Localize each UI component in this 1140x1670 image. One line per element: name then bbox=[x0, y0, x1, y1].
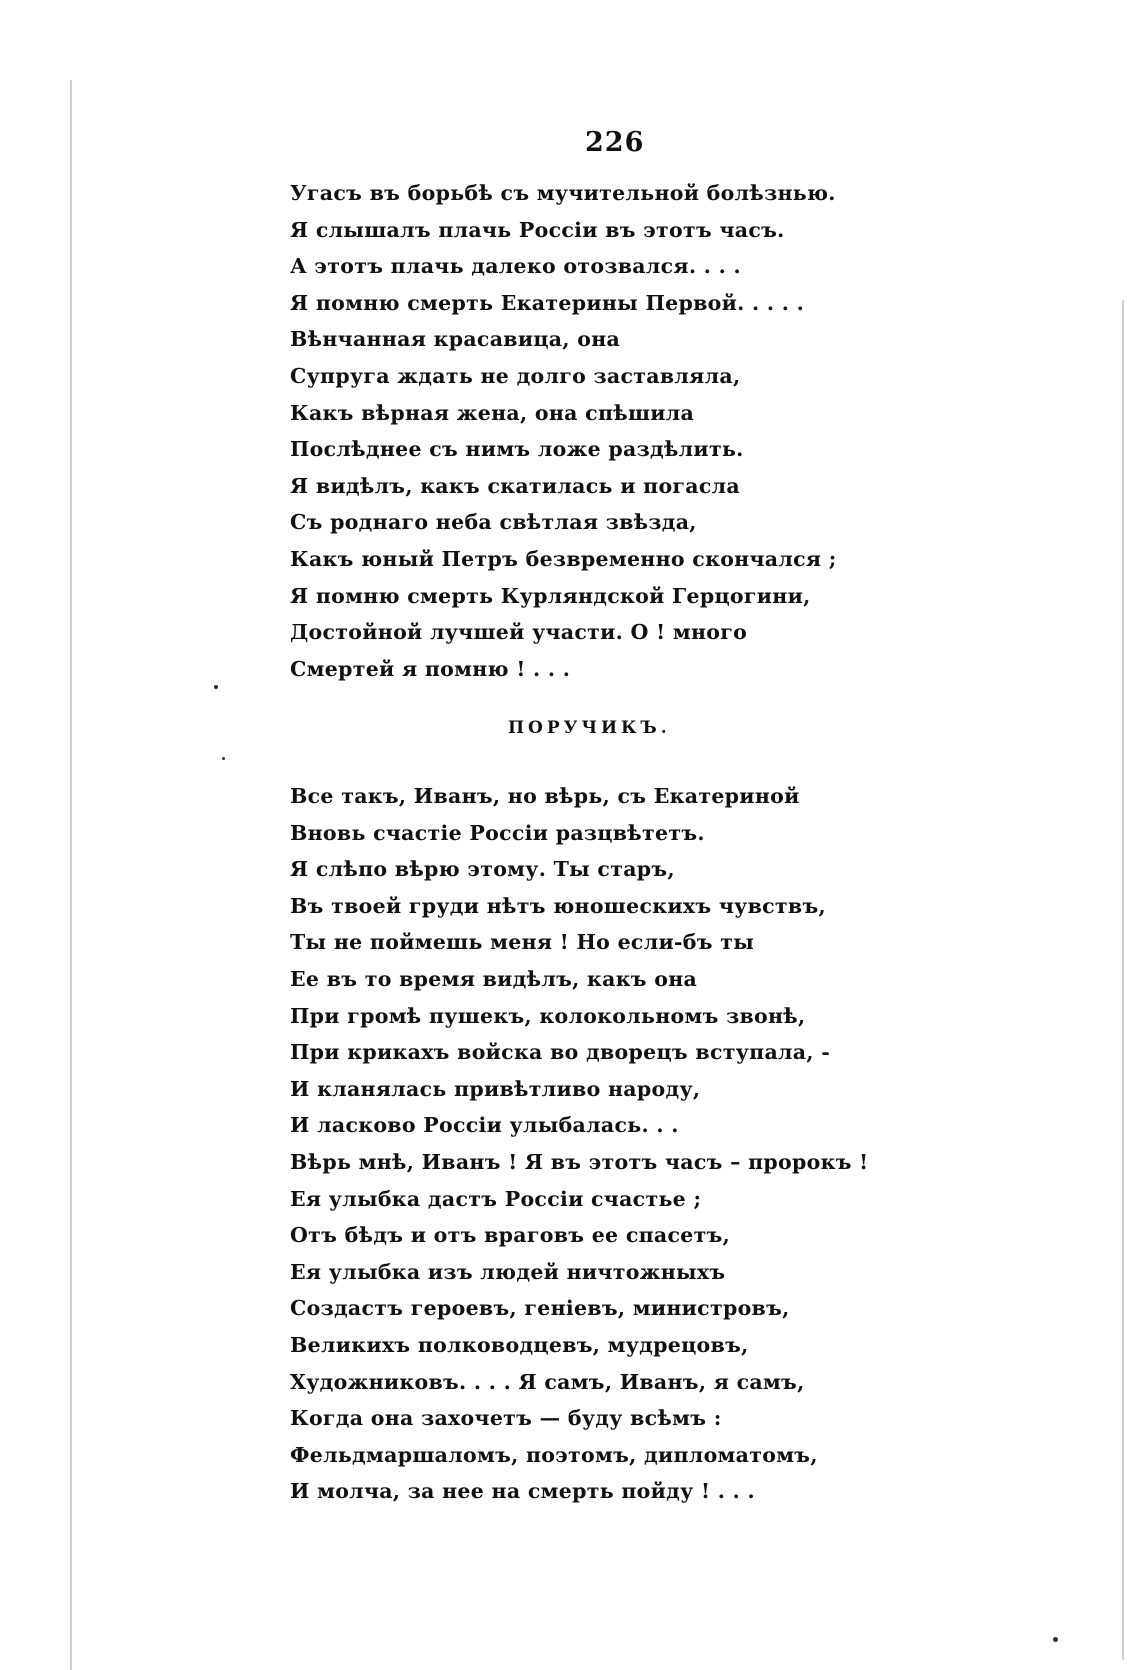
scan-speck bbox=[222, 757, 225, 760]
verse-line: Достойной лучшей участи. О ! много bbox=[290, 620, 748, 645]
verse-line: Ты не поймешь меня ! Но если-бъ ты bbox=[290, 930, 755, 955]
verse-line: Я видѣлъ, какъ скатилась и погасла bbox=[290, 473, 740, 498]
verse-line: Когда она захочетъ — буду всѣмъ : bbox=[290, 1406, 722, 1431]
verse-line: Въ твоей груди нѣтъ юношескихъ чувствъ, bbox=[290, 893, 826, 918]
verse-line: Я слышалъ плачь Россіи въ этотъ часъ. bbox=[290, 217, 785, 242]
verse-line: Все такъ, Иванъ, но вѣрь, съ Екатериной bbox=[290, 784, 800, 808]
verse-line: Угасъ въ борьбѣ съ мучительной болѣзнью. bbox=[290, 181, 836, 205]
scan-speck bbox=[214, 685, 218, 689]
verse-line: При крикахъ войска во дворецъ вступала, - bbox=[290, 1040, 831, 1065]
verse-line: Какъ юный Петръ безвременно скончался ; bbox=[290, 546, 837, 571]
verse-stanza-2 bbox=[290, 778, 868, 1510]
scan-speck bbox=[1053, 1637, 1058, 1642]
verse-line: Художниковъ. . . . Я самъ, Иванъ, я самъ, bbox=[290, 1369, 805, 1394]
verse-line: Вѣнчанная красавица, она bbox=[290, 327, 621, 352]
verse-line: Ея улыбка изъ людей ничтожныхъ bbox=[290, 1259, 726, 1284]
verse-line: Великихъ полководцевъ, мудрецовъ, bbox=[290, 1332, 749, 1357]
verse-line: И кланялась привѣтливо народу, bbox=[290, 1076, 701, 1101]
verse-line: Я слѣпо вѣрю этому. Ты старъ, bbox=[290, 857, 675, 882]
verse-line: Отъ бѣдъ и отъ враговъ ее спасетъ, bbox=[290, 1223, 731, 1248]
verse-line: Я помню смерть Курляндской Герцогини, bbox=[290, 583, 811, 608]
verse-line: Ее въ то время видѣлъ, какъ она bbox=[290, 966, 698, 991]
verse-line: Съ роднаго неба свѣтлая звѣзда, bbox=[290, 510, 697, 535]
verse-stanza-1 bbox=[290, 175, 837, 687]
verse-line: Вновь счастіе Россіи разцвѣтетъ. bbox=[290, 820, 705, 845]
verse-line: Создастъ героевъ, геніевъ, министровъ, bbox=[290, 1296, 790, 1321]
verse-line: Какъ вѣрная жена, она спѣшила bbox=[290, 400, 695, 425]
verse-line: И молча, за нее на смерть пойду ! . . . bbox=[290, 1479, 755, 1504]
verse-line: А этотъ плачь далеко отозвался. . . . bbox=[290, 254, 741, 279]
verse-line: Супруга ждать не долго заставляла, bbox=[290, 363, 741, 388]
verse-line: Я помню смерть Екатерины Первой. . . . . bbox=[290, 290, 805, 315]
speaker-heading: ПОРУЧИКЪ. bbox=[508, 718, 671, 738]
verse-line: Ея улыбка дастъ Россіи счастье ; bbox=[290, 1186, 702, 1211]
verse-line: И ласково Россіи улыбалась. . . bbox=[290, 1113, 679, 1138]
verse-line: Вѣрь мнѣ, Иванъ ! Я въ этотъ часъ – пророкъ ! bbox=[290, 1149, 869, 1174]
scan-left-edge bbox=[70, 80, 72, 1670]
verse-line: Послѣднее съ нимъ ложе раздѣлить. bbox=[290, 437, 744, 462]
verse-line: Фельдмаршаломъ, поэтомъ, дипломатомъ, bbox=[290, 1442, 818, 1467]
verse-line: Смертей я помню ! . . . bbox=[290, 656, 571, 681]
scan-right-edge bbox=[1122, 300, 1124, 1660]
page-number: 226 bbox=[585, 127, 645, 158]
verse-line: При громѣ пушекъ, колокольномъ звонѣ, bbox=[290, 1003, 806, 1028]
